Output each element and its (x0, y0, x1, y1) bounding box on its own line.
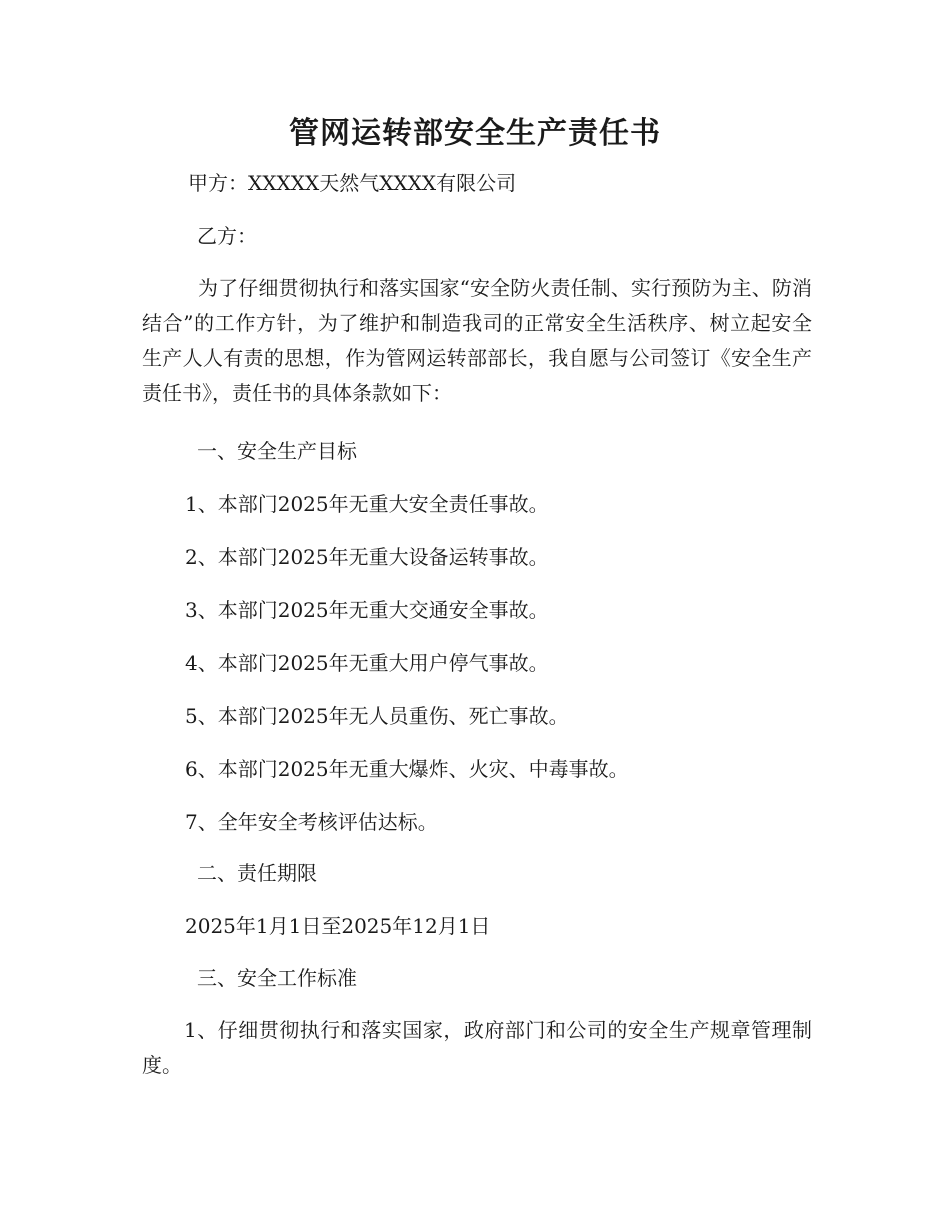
intro-paragraph: 为了仔细贯彻执行和落实国家“安全防火责任制、实行预防为主、防消结合”的工作方针，为了维护和制造我司的正常安全生活秩序、树立起安全生产人人有责的思想，作为管网运转部部长，我自愿与公司签订《安全生产责任书》，责任书的具体条款如下： (142, 276, 812, 405)
goal-item: 7、全年安全考核评估达标。 (185, 810, 438, 834)
goal-item: 3、本部门2025年无重大交通安全事故。 (185, 598, 549, 622)
goal-item: 4、本部门2025年无重大用户停气事故。 (185, 651, 549, 675)
goal-item: 1、本部门2025年无重大安全责任事故。 (185, 492, 549, 516)
document-title: 管网运转部安全生产责任书 (289, 116, 661, 151)
goal-item: 6、本部门2025年无重大爆炸、火灾、中毒事故。 (185, 757, 629, 781)
standard-item: 1、仔细贯彻执行和落实国家，政府部门和公司的安全生产规章管理制度。 (142, 1018, 812, 1077)
goal-item: 2、本部门2025年无重大设备运转事故。 (185, 545, 549, 569)
goal-item: 5、本部门2025年无人员重伤、死亡事故。 (185, 704, 569, 728)
party-b: 乙方： (197, 224, 257, 248)
section-3-heading: 三、安全工作标准 (197, 966, 357, 990)
section-1-heading: 一、安全生产目标 (197, 439, 357, 463)
party-a: 甲方：XXXXX天然气XXXX有限公司 (188, 171, 517, 195)
responsibility-period: 2025年1月1日至2025年12月1日 (185, 914, 491, 938)
section-2-heading: 二、责任期限 (197, 861, 317, 885)
